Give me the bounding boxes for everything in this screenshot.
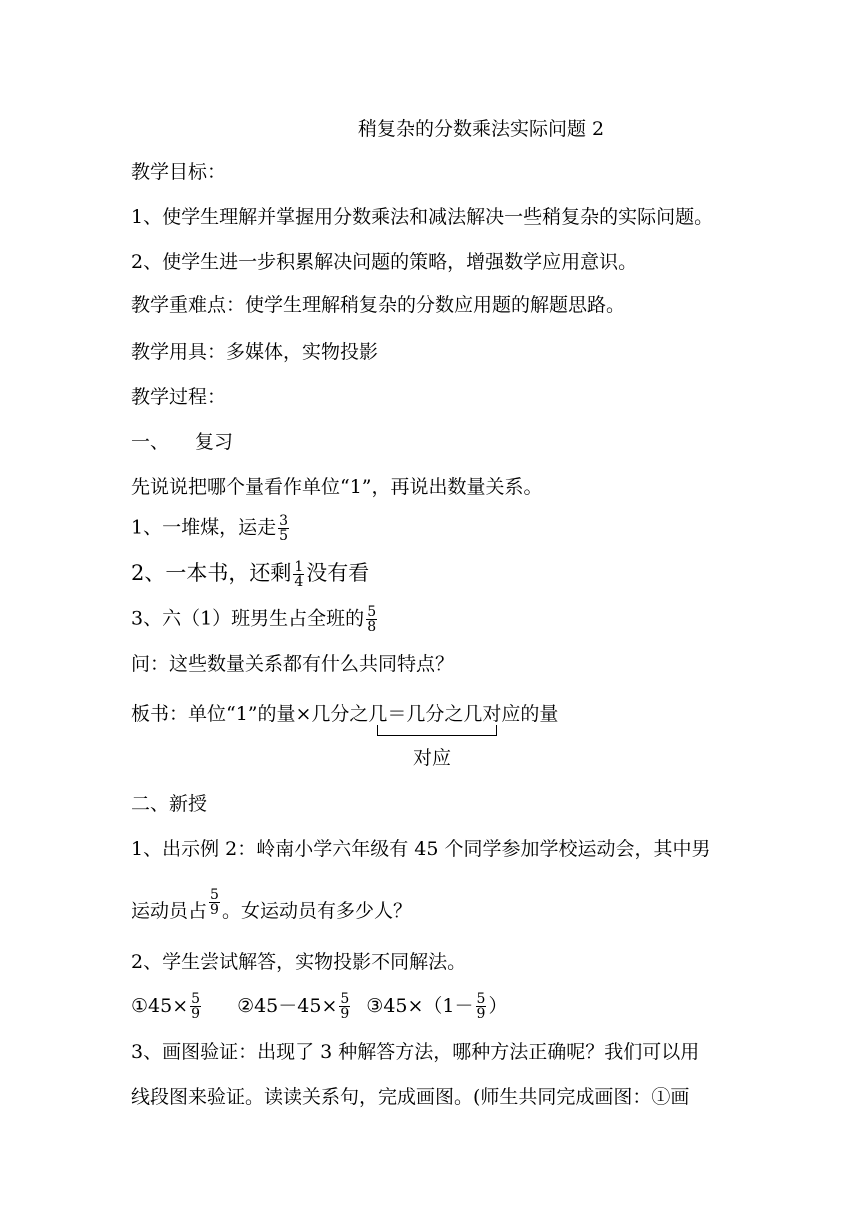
objective-1: 1、使学生理解并掌握用分数乘法和减法解决一些稍复杂的实际问题。 (131, 206, 714, 228)
method-3-prefix: ③45×（1－ (366, 994, 474, 1017)
fraction-numerator: 3 (279, 513, 289, 529)
fraction-5-8 (366, 605, 377, 634)
method-1 (131, 991, 203, 1022)
fraction-5-9 (476, 992, 487, 1021)
correspondence-bracket (377, 725, 497, 736)
step-3-line-2: 线段图来验证。读读关系句，完成画图。(师生共同完成画图：①画 (131, 1086, 690, 1108)
fraction-denominator: 9 (340, 1006, 350, 1022)
fraction-denominator: 9 (191, 1006, 201, 1022)
correspondence-label: 对应 (413, 747, 452, 769)
new-lesson-heading: 二、新授 (131, 793, 208, 815)
step-2: 2、学生尝试解答，实物投影不同解法。 (131, 951, 467, 973)
objectives-heading: 教学目标： (131, 161, 227, 183)
review-item-3 (131, 605, 379, 634)
method-3 (366, 991, 508, 1022)
review-item-1-text: 1、一堆煤，运走 (131, 516, 277, 539)
example-line-2-suffix: 。女运动员有多少人？ (221, 899, 412, 922)
fraction-denominator: 8 (367, 619, 377, 635)
review-item-2-text: 2、一本书，还剩 (131, 561, 292, 585)
fraction-numerator: 1 (294, 559, 304, 575)
fraction-3-5 (278, 514, 289, 543)
key-points: 教学重难点：使学生理解稍复杂的分数应用题的解题思路。 (131, 294, 626, 316)
review-heading-text: 复习 (195, 431, 234, 453)
review-item-2 (131, 560, 369, 589)
review-item-3-text: 3、六（1）班男生占全班的 (131, 607, 365, 630)
fraction-denominator: 5 (279, 528, 289, 544)
method-1-prefix: ①45× (131, 994, 189, 1017)
objective-2: 2、使学生进一步积累解决问题的策略，增强数学应用意识。 (131, 251, 638, 273)
method-3-suffix: ） (488, 994, 508, 1017)
review-item-2-tail: 没有看 (306, 561, 370, 585)
fraction-5-9 (339, 992, 350, 1021)
fraction-denominator: 4 (294, 574, 304, 590)
example-line-1: 1、出示例 2：岭南小学六年级有 45 个同学参加学校运动会，其中男 (131, 838, 711, 860)
fraction-5-9 (209, 888, 220, 917)
board-writing: 板书：单位“1”的量×几分之几＝几分之几对应的量 (131, 703, 559, 725)
fraction-numerator: 5 (210, 887, 219, 903)
fraction-denominator: 9 (210, 902, 219, 918)
fraction-numerator: 5 (367, 604, 377, 620)
review-heading (131, 430, 233, 454)
process-heading: 教学过程： (131, 386, 227, 408)
example-line-2-prefix: 运动员占 (131, 899, 208, 922)
fraction-numerator: 5 (340, 991, 350, 1007)
review-item-1 (131, 514, 291, 543)
fraction-numerator: 5 (476, 991, 486, 1007)
review-intro: 先说说把哪个量看作单位“1”，再说出数量关系。 (131, 476, 543, 498)
solution-methods (131, 992, 507, 1021)
step-3-line-1: 3、画图验证：出现了 3 种解答方法，哪种方法正确呢？我们可以用 (131, 1041, 700, 1063)
example-line-2 (131, 888, 412, 923)
method-2 (237, 991, 352, 1022)
method-2-prefix: ②45－45× (237, 994, 338, 1017)
teaching-tools: 教学用具：多媒体，实物投影 (131, 341, 379, 363)
review-question: 问：这些数量关系都有什么共同特点？ (131, 653, 455, 675)
fraction-numerator: 5 (191, 991, 201, 1007)
fraction-denominator: 9 (476, 1006, 486, 1022)
fraction-5-9 (190, 992, 201, 1021)
review-heading-number: 一、 (131, 431, 170, 453)
fraction-1-4 (293, 560, 304, 589)
page-title: 稍复杂的分数乘法实际问题 2 (358, 118, 605, 140)
